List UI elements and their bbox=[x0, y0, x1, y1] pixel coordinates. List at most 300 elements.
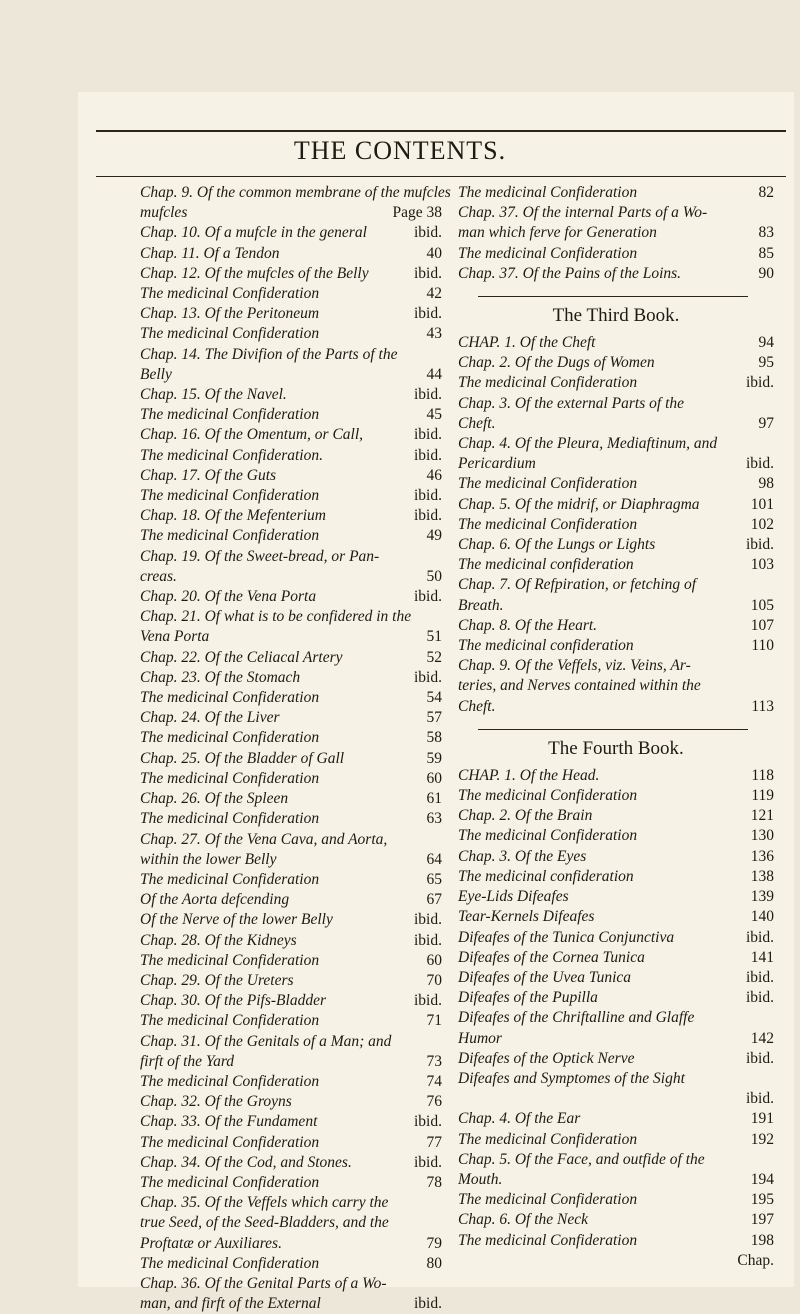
contents-entry bbox=[458, 495, 774, 515]
entry-page: 65 bbox=[426, 870, 442, 888]
entry-title: The medicinal Confideration bbox=[140, 729, 320, 747]
entry-title: The medicinal Confideration bbox=[140, 285, 320, 303]
entry-page: 139 bbox=[750, 888, 774, 906]
entry-page: ibid. bbox=[414, 992, 442, 1010]
entry-page: 67 bbox=[426, 891, 442, 909]
contents-entry bbox=[458, 474, 774, 494]
entry-title: The medicinal Confideration bbox=[458, 515, 638, 533]
entry-page: Page 38 bbox=[392, 204, 442, 222]
contents-entry bbox=[458, 928, 774, 948]
contents-entry bbox=[458, 636, 774, 656]
contents-entry bbox=[140, 547, 442, 567]
contents-entry bbox=[458, 1170, 774, 1190]
contents-right-column bbox=[458, 183, 774, 1271]
contents-entry bbox=[140, 1274, 442, 1294]
page-header-title: THE CONTENTS. bbox=[293, 136, 507, 165]
entry-page: 58 bbox=[426, 729, 442, 747]
entry-title: mufcles bbox=[140, 204, 188, 222]
contents-entry bbox=[458, 697, 774, 717]
entry-page: 198 bbox=[750, 1231, 774, 1249]
header-rule-top bbox=[96, 130, 786, 132]
contents-entry bbox=[140, 991, 442, 1011]
entry-title: Chap. 15. Of the Navel. bbox=[140, 386, 287, 404]
contents-entry bbox=[458, 968, 774, 988]
contents-entry bbox=[140, 688, 442, 708]
entry-title: Chap. 25. Of the Bladder of Gall bbox=[140, 749, 345, 767]
entry-title: The medicinal Confideration bbox=[140, 406, 320, 424]
entry-title: The medicinal Confideration bbox=[140, 810, 320, 828]
contents-entry bbox=[140, 365, 442, 385]
contents-entry bbox=[458, 766, 774, 786]
entry-title: Chap. 2. Of the Dugs of Women bbox=[458, 354, 655, 372]
entry-page: ibid. bbox=[746, 968, 774, 986]
contents-entry bbox=[140, 486, 442, 506]
entry-page: 194 bbox=[750, 1170, 774, 1188]
entry-title: The medicinal Confideration bbox=[140, 1173, 320, 1191]
entry-title: Chap. 26. Of the Spleen bbox=[140, 790, 289, 808]
section-divider bbox=[478, 296, 748, 297]
contents-entry bbox=[140, 345, 442, 365]
entry-title: Chap. 13. Of the Peritoneum bbox=[140, 305, 320, 323]
entry-title: Chap. 6. Of the Lungs or Lights bbox=[458, 536, 656, 554]
entry-page: 107 bbox=[750, 616, 774, 634]
entry-title: Chap. 19. Of the Sweet-bread, or Pan- bbox=[140, 547, 380, 565]
entry-title: The medicinal Confideration bbox=[140, 487, 320, 505]
entry-page: 80 bbox=[426, 1254, 442, 1272]
entry-title: Chap. 9. Of the Veffels, viz. Veins, Ar- bbox=[458, 657, 691, 675]
entry-title: Difeafes of the Optick Nerve bbox=[458, 1049, 635, 1067]
contents-entry bbox=[140, 284, 442, 304]
entry-page: 98 bbox=[758, 475, 774, 493]
contents-entry bbox=[140, 425, 442, 445]
contents-entry bbox=[140, 668, 442, 688]
contents-entry bbox=[140, 870, 442, 890]
entry-page: 94 bbox=[758, 334, 774, 352]
contents-entry bbox=[458, 373, 774, 393]
entry-page: ibid. bbox=[746, 989, 774, 1007]
entry-title: Chap. 24. Of the Liver bbox=[140, 709, 280, 727]
contents-entry bbox=[140, 203, 442, 223]
entry-page: ibid. bbox=[414, 386, 442, 404]
entry-page: 51 bbox=[426, 628, 442, 646]
entry-title: Chap. 16. Of the Omentum, or Call, bbox=[140, 426, 364, 444]
entry-title: teries, and Nerves contained within the bbox=[458, 677, 701, 695]
entry-title: The medicinal Confideration bbox=[140, 951, 320, 969]
entry-title: Chap. 31. Of the Genitals of a Man; and bbox=[140, 1032, 392, 1050]
entry-page: 85 bbox=[758, 244, 774, 262]
contents-entry bbox=[458, 394, 774, 414]
entry-page: 79 bbox=[426, 1234, 442, 1252]
entry-page: 44 bbox=[426, 365, 442, 383]
contents-entry bbox=[140, 1032, 442, 1052]
entry-title: creas. bbox=[140, 567, 177, 585]
contents-entry bbox=[458, 333, 774, 353]
entry-title: CHAP. 1. Of the Head. bbox=[458, 766, 600, 784]
entry-page: 136 bbox=[750, 847, 774, 865]
entry-page: ibid. bbox=[414, 911, 442, 929]
contents-entry bbox=[458, 656, 774, 676]
entry-title: The medicinal Confideration bbox=[140, 689, 320, 707]
entry-title: Chap. 4. Of the Pleura, Mediaftinum, and bbox=[458, 435, 718, 453]
contents-entry bbox=[458, 786, 774, 806]
contents-entry bbox=[458, 1231, 774, 1251]
entry-title: Chap. 28. Of the Kidneys bbox=[140, 931, 297, 949]
contents-entry bbox=[458, 223, 774, 243]
contents-entry bbox=[140, 405, 442, 425]
entry-title: Chap. 23. Of the Stomach bbox=[140, 668, 301, 686]
entry-page: ibid. bbox=[746, 928, 774, 946]
contents-entry bbox=[458, 676, 774, 696]
entry-title: man which ferve for Generation bbox=[458, 224, 657, 242]
contents-entry bbox=[140, 769, 442, 789]
contents-entry bbox=[140, 324, 442, 344]
entry-title: The medicinal Confideration bbox=[140, 325, 320, 343]
entry-title: Chap. 34. Of the Cod, and Stones. bbox=[140, 1153, 352, 1171]
entry-page: 74 bbox=[426, 1072, 442, 1090]
contents-entry bbox=[140, 1234, 442, 1254]
entry-title: The medicinal Confideration bbox=[458, 184, 638, 201]
entry-title: within the lower Belly bbox=[140, 850, 277, 868]
entry-page: 78 bbox=[426, 1173, 442, 1191]
entry-page: 191 bbox=[750, 1110, 774, 1128]
contents-entry bbox=[458, 555, 774, 575]
entry-page: 64 bbox=[426, 850, 442, 868]
entry-page: 138 bbox=[750, 867, 774, 885]
entry-title: Chap. 29. Of the Ureters bbox=[140, 971, 294, 989]
contents-entry bbox=[458, 826, 774, 846]
contents-entry bbox=[140, 244, 442, 264]
contents-entry bbox=[458, 1210, 774, 1230]
entry-title: The medicinal Confideration bbox=[140, 870, 320, 888]
entry-page: ibid. bbox=[414, 1153, 442, 1171]
contents-entry bbox=[140, 850, 442, 870]
entry-title: Chap. 7. Of Refpiration, or fetching of bbox=[458, 576, 697, 594]
contents-entry bbox=[458, 515, 774, 535]
entry-title: The medicinal Confideration bbox=[458, 1191, 638, 1209]
contents-entry bbox=[140, 183, 451, 203]
entry-title: Chap. 8. Of the Heart. bbox=[458, 616, 598, 634]
entry-page: ibid. bbox=[414, 446, 442, 464]
entry-page: 105 bbox=[750, 596, 774, 614]
contents-entry bbox=[140, 789, 442, 809]
contents-entry bbox=[140, 1112, 442, 1132]
entry-page: 90 bbox=[758, 264, 774, 282]
contents-entry bbox=[458, 575, 774, 595]
entry-page: 95 bbox=[758, 354, 774, 372]
contents-entry bbox=[458, 596, 774, 616]
entry-title: Chap. 12. Of the mufcles of the Belly bbox=[140, 264, 369, 282]
entry-page: 63 bbox=[426, 810, 442, 828]
book3-contents bbox=[458, 333, 774, 717]
entry-title: Chap. 36. Of the Genital Parts of a Wo- bbox=[140, 1274, 387, 1292]
entry-title: Chap. 2. Of the Brain bbox=[458, 807, 593, 825]
entry-title: Chap. 3. Of the Eyes bbox=[458, 847, 587, 865]
entry-page: 77 bbox=[426, 1133, 442, 1151]
contents-entry bbox=[458, 203, 774, 223]
entry-title: The medicinal Confideration bbox=[140, 527, 320, 545]
entry-title: firft of the Yard bbox=[140, 1052, 235, 1070]
contents-entry bbox=[458, 1089, 774, 1109]
contents-entry bbox=[458, 1130, 774, 1150]
contents-entry bbox=[458, 1049, 774, 1069]
entry-title: Difeafes of the Pupilla bbox=[458, 989, 598, 1007]
contents-entry bbox=[458, 806, 774, 826]
entry-title: Of the Nerve of the lower Belly bbox=[140, 911, 333, 929]
entry-page: 97 bbox=[758, 414, 774, 432]
entry-page: ibid. bbox=[414, 1295, 442, 1313]
entry-page: 113 bbox=[751, 697, 774, 715]
header-rule-bottom bbox=[96, 176, 786, 177]
entry-page: ibid. bbox=[746, 536, 774, 554]
entry-page: ibid. bbox=[414, 426, 442, 444]
entry-page: 192 bbox=[750, 1130, 774, 1148]
contents-entry bbox=[140, 749, 442, 769]
entry-page: 71 bbox=[426, 1012, 442, 1030]
entry-page: 83 bbox=[758, 224, 774, 242]
entry-title: Proftatæ or Auxiliares. bbox=[140, 1234, 282, 1252]
contents-entry bbox=[140, 506, 442, 526]
contents-entry bbox=[458, 907, 774, 927]
entry-page: 76 bbox=[426, 1093, 442, 1111]
entry-title: true Seed, of the Seed-Bladders, and the bbox=[140, 1214, 389, 1232]
contents-entry bbox=[140, 304, 442, 324]
entry-page: 49 bbox=[426, 527, 442, 545]
entry-title: The medicinal Confideration bbox=[458, 827, 638, 845]
entry-title: Difeafes of the Chriftalline and Glaffe bbox=[458, 1009, 695, 1027]
contents-entry bbox=[140, 951, 442, 971]
entry-page: 197 bbox=[750, 1211, 774, 1229]
entry-page: 110 bbox=[751, 637, 774, 655]
entry-title: Chap. 5. Of the midrif, or Diaphragma bbox=[458, 495, 700, 513]
entry-title: Chap. 21. Of what is to be confidered in the bbox=[140, 608, 412, 626]
contents-entry bbox=[140, 1092, 442, 1112]
entry-page: ibid. bbox=[414, 487, 442, 505]
entry-title: Chap. 5. Of the Face, and outfide of the bbox=[458, 1150, 705, 1168]
entry-page: ibid. bbox=[414, 588, 442, 606]
entry-page: 103 bbox=[750, 556, 774, 574]
contents-entry bbox=[140, 1294, 442, 1314]
entry-title: Vena Porta bbox=[140, 628, 210, 646]
contents-entry bbox=[458, 988, 774, 1008]
entry-title: Cheft. bbox=[458, 697, 496, 715]
entry-page: 195 bbox=[750, 1191, 774, 1209]
entry-title: The medicinal confideration bbox=[458, 556, 634, 574]
contents-entry bbox=[140, 1133, 442, 1153]
entry-page: ibid. bbox=[414, 1113, 442, 1131]
entry-page: 43 bbox=[426, 325, 442, 343]
entry-title: The medicinal Confideration bbox=[140, 1254, 320, 1272]
entry-title: Chap. 20. Of the Vena Porta bbox=[140, 588, 317, 606]
entry-title: Eye-Lids Difeafes bbox=[458, 888, 569, 906]
contents-entry bbox=[140, 910, 442, 930]
contents-entry bbox=[458, 434, 774, 454]
entry-page: 54 bbox=[426, 689, 442, 707]
contents-entry bbox=[140, 1011, 442, 1031]
entry-title: Difeafes of the Cornea Tunica bbox=[458, 948, 645, 966]
entry-title: Chap. 9. Of the common membrane of the mufcles bbox=[140, 184, 451, 201]
book2-continuation bbox=[458, 183, 774, 284]
contents-entry bbox=[458, 1109, 774, 1129]
entry-title: Chap. 27. Of the Vena Cava, and Aorta, bbox=[140, 830, 388, 848]
contents-entry bbox=[140, 708, 442, 728]
entry-page: 57 bbox=[426, 709, 442, 727]
entry-title: Humor bbox=[458, 1029, 502, 1047]
entry-title: The medicinal Confideration bbox=[140, 769, 320, 787]
book3-title: The Third Book. bbox=[552, 305, 680, 327]
entry-page: ibid. bbox=[746, 455, 774, 473]
entry-title: The medicinal Confideration bbox=[458, 475, 638, 493]
entry-title: Chap. 17. Of the Guts bbox=[140, 466, 277, 484]
entry-page: 40 bbox=[426, 244, 442, 262]
contents-entry bbox=[140, 1213, 442, 1233]
contents-entry bbox=[140, 1153, 442, 1173]
contents-entry bbox=[458, 1029, 774, 1049]
entry-title: Tear-Kernels Difeafes bbox=[458, 908, 595, 926]
entry-page: ibid. bbox=[414, 264, 442, 282]
contents-entry bbox=[140, 567, 442, 587]
entry-page: 142 bbox=[750, 1029, 774, 1047]
entry-title: Difeafes of the Uvea Tunica bbox=[458, 968, 632, 986]
contents-entry bbox=[458, 1008, 774, 1028]
entry-page: 118 bbox=[751, 766, 774, 784]
contents-entry bbox=[140, 466, 442, 486]
entry-page: 70 bbox=[426, 971, 442, 989]
contents-entry bbox=[140, 1072, 442, 1092]
entry-page: ibid. bbox=[414, 668, 442, 686]
contents-entry bbox=[140, 607, 442, 627]
entry-title: The medicinal Confideration bbox=[140, 1012, 320, 1030]
entry-page: 121 bbox=[750, 807, 774, 825]
section-divider bbox=[478, 729, 748, 730]
entry-title: Chap. 18. Of the Mefenterium bbox=[140, 507, 326, 525]
contents-entry bbox=[140, 971, 442, 991]
contents-entry bbox=[140, 526, 442, 546]
catchword: Chap. bbox=[737, 1251, 774, 1269]
entry-title: The medicinal Confideration bbox=[458, 787, 638, 805]
entry-title: The medicinal Confideration bbox=[458, 1231, 638, 1249]
contents-entry bbox=[458, 847, 774, 867]
entry-title: The medicinal confideration bbox=[458, 867, 634, 885]
entry-title: Chap. 10. Of a mufcle in the general bbox=[140, 224, 367, 242]
entry-page: 52 bbox=[426, 648, 442, 666]
contents-entry bbox=[458, 264, 774, 284]
entry-page: 50 bbox=[426, 567, 442, 585]
entry-title: The medicinal Confideration bbox=[458, 374, 638, 392]
entry-title: The medicinal Confideration bbox=[458, 244, 638, 262]
contents-entry bbox=[140, 385, 442, 405]
entry-page: ibid. bbox=[414, 507, 442, 525]
entry-page: ibid. bbox=[746, 1049, 774, 1067]
contents-entry bbox=[140, 446, 442, 466]
entry-title: Chap. 22. Of the Celiacal Artery bbox=[140, 648, 343, 666]
entry-page: 101 bbox=[750, 495, 774, 513]
contents-entry bbox=[458, 454, 774, 474]
entry-page: 59 bbox=[426, 749, 442, 767]
contents-left-column bbox=[140, 183, 451, 1314]
entry-title: Chap. 4. Of the Ear bbox=[458, 1110, 581, 1128]
contents-entry bbox=[140, 1193, 442, 1213]
contents-entry bbox=[140, 264, 442, 284]
entry-title: Chap. 33. Of the Fundament bbox=[140, 1113, 318, 1131]
contents-entry bbox=[140, 1254, 442, 1274]
entry-title: Belly bbox=[140, 365, 172, 383]
contents-entry bbox=[458, 183, 774, 203]
entry-page: 46 bbox=[426, 466, 442, 484]
entry-title: Chap. 30. Of the Pifs-Bladder bbox=[140, 992, 326, 1010]
entry-title: Chap. 35. Of the Veffels which carry the bbox=[140, 1194, 389, 1212]
contents-entry bbox=[140, 890, 442, 910]
contents-entry bbox=[458, 1069, 774, 1089]
contents-entry bbox=[458, 887, 774, 907]
entry-title: Mouth. bbox=[458, 1170, 503, 1188]
entry-page: 45 bbox=[426, 406, 442, 424]
entry-page: 82 bbox=[758, 184, 774, 201]
entry-title: Chap. 32. Of the Groyns bbox=[140, 1093, 292, 1111]
entry-title: Of the Aorta defcending bbox=[140, 891, 290, 909]
contents-entry bbox=[140, 830, 442, 850]
entry-title: Chap. 37. Of the internal Parts of a Wo- bbox=[458, 204, 708, 222]
entry-page: 42 bbox=[426, 285, 442, 303]
contents-entry bbox=[458, 353, 774, 373]
contents-entry bbox=[458, 244, 774, 264]
contents-entry bbox=[458, 414, 774, 434]
contents-entry bbox=[140, 223, 442, 243]
entry-page: 119 bbox=[751, 787, 774, 805]
entry-title: Chap. 14. The Divifion of the Parts of the bbox=[140, 345, 398, 363]
contents-entry bbox=[458, 1190, 774, 1210]
entry-title: Chap. 6. Of the Neck bbox=[458, 1211, 589, 1229]
entry-title: The medicinal confideration bbox=[458, 637, 634, 655]
entry-page: 60 bbox=[426, 951, 442, 969]
entry-title: The medicinal Confideration bbox=[140, 1072, 320, 1090]
contents-entry bbox=[140, 728, 442, 748]
entry-title: Difeafes of the Tunica Conjunctiva bbox=[458, 928, 675, 946]
contents-entry bbox=[140, 1173, 442, 1193]
entry-page: 141 bbox=[750, 948, 774, 966]
entry-page: 130 bbox=[750, 827, 774, 845]
book4-contents bbox=[458, 766, 774, 1251]
entry-title: Chap. 11. Of a Tendon bbox=[140, 244, 280, 262]
contents-entry bbox=[458, 1150, 774, 1170]
entry-title: Chap. 3. Of the external Parts of the bbox=[458, 394, 685, 412]
entry-title: Cheft. bbox=[458, 414, 496, 432]
entry-page: ibid. bbox=[414, 931, 442, 949]
contents-entry bbox=[140, 1052, 442, 1072]
entry-title: Chap. 37. Of the Pains of the Loins. bbox=[458, 264, 682, 282]
entry-title: Breath. bbox=[458, 596, 504, 614]
contents-entry bbox=[140, 627, 442, 647]
entry-title: The medicinal Confideration. bbox=[140, 446, 323, 464]
entry-page: ibid. bbox=[746, 1090, 774, 1108]
entry-page: ibid. bbox=[414, 224, 442, 242]
contents-entry bbox=[458, 535, 774, 555]
entry-title: The medicinal Confideration bbox=[458, 1130, 638, 1148]
contents-entry bbox=[140, 648, 442, 668]
entry-page: 140 bbox=[750, 908, 774, 926]
entry-page: 102 bbox=[750, 515, 774, 533]
contents-entry bbox=[140, 931, 442, 951]
contents-entry bbox=[458, 867, 774, 887]
entry-title: CHAP. 1. Of the Cheft bbox=[458, 334, 596, 352]
entry-title: man, and firft of the External bbox=[140, 1295, 321, 1313]
entry-page: 60 bbox=[426, 769, 442, 787]
entry-page: 73 bbox=[426, 1052, 442, 1070]
entry-page: ibid. bbox=[746, 374, 774, 392]
entry-title: Pericardium bbox=[458, 455, 536, 473]
contents-entry bbox=[140, 809, 442, 829]
book4-title: The Fourth Book. bbox=[548, 737, 684, 759]
entry-page: 61 bbox=[426, 790, 442, 808]
